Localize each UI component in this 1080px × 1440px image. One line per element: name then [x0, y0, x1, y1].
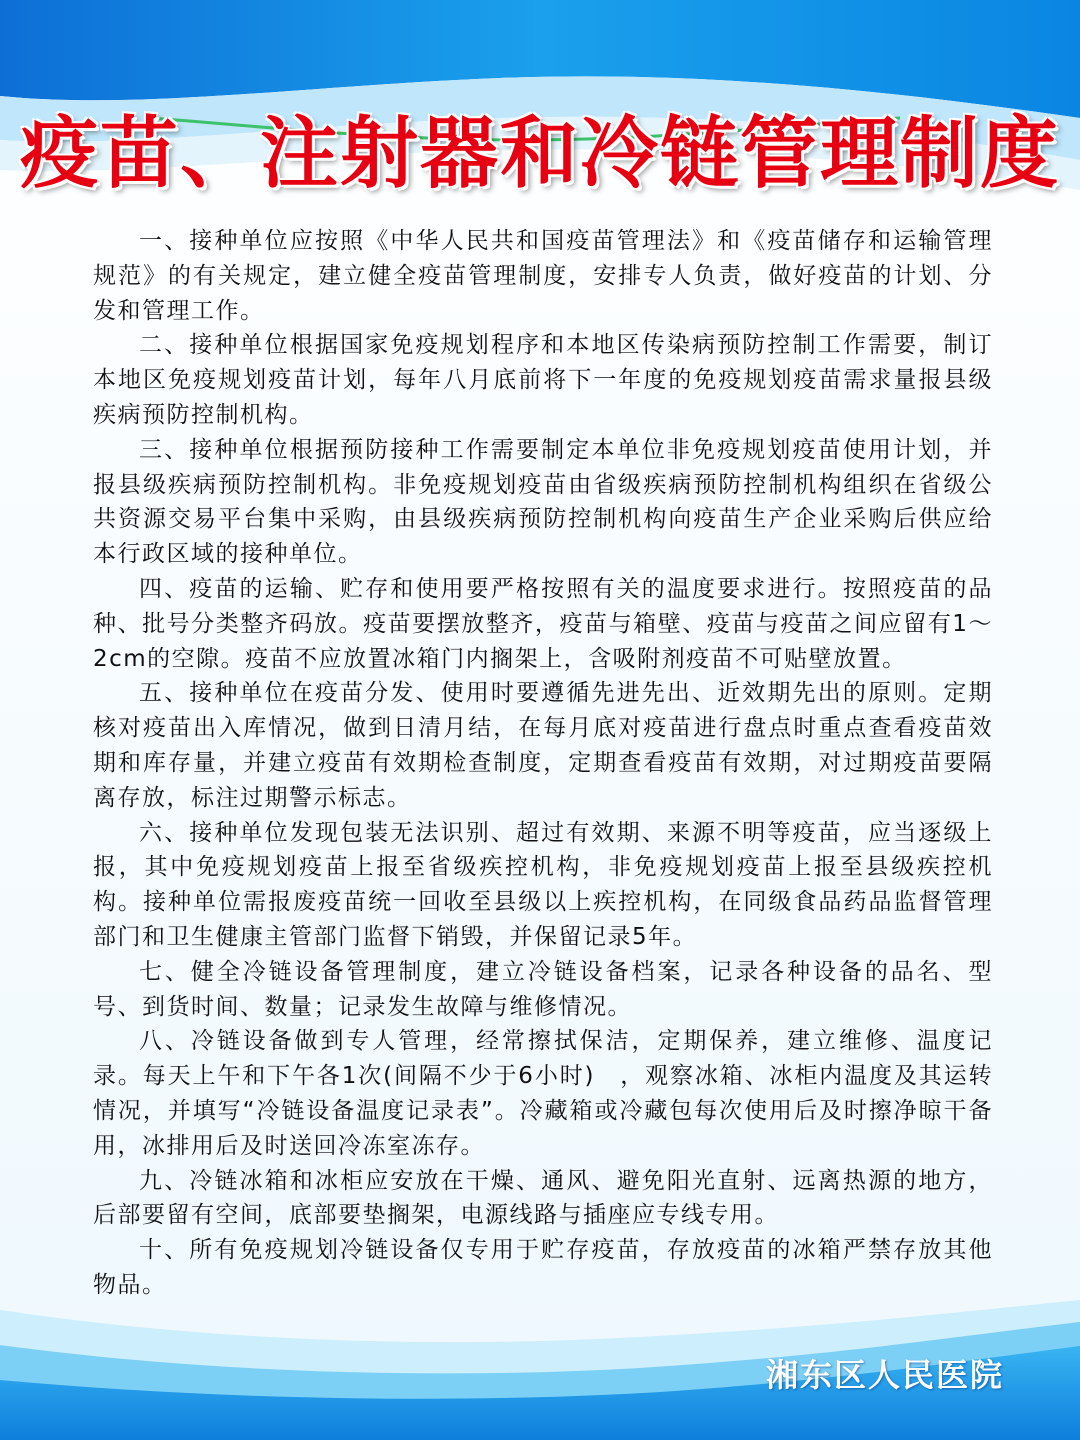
paragraph-5: 五、接种单位在疫苗分发、使用时要遵循先进先出、近效期先出的原则。定期核对疫苗出入库情况，做到日清月结，在每月底对疫苗进行盘点时重点查看疫苗效期和库存量，并建立疫苗有效期检查制度，定期查看疫苗有效期，对过期疫苗要隔离存放，标注过期警示标志。 — [93, 680, 993, 811]
paragraph-6: 六、接种单位发现包装无法识别、超过有效期、来源不明等疫苗，应当逐级上报，其中免疫规划疫苗上报至省级疾控机构，非免疫规划疫苗上报至县级疾控机构。接种单位需报废疫苗统一回收至县级以上疾控机构，在同级食品药品监督管理部门和卫生健康主管部门监督下销毁，并保留记录5年。 — [93, 819, 993, 950]
regulation-content — [93, 224, 993, 1303]
paragraph-7: 七、健全冷链设备管理制度，建立冷链设备档案，记录各种设备的品名、型号、到货时间、数量；记录发生故障与维修情况。 — [93, 958, 993, 1020]
paragraph-3: 三、接种单位根据预防接种工作需要制定本单位非免疫规划疫苗使用计划，并报县级疾病预防控制机构。非免疫规划疫苗由省级疾病预防控制机构组织在省级公共资源交易平台集中采购，由县级疾病预防控制机构向疫苗生产企业采购后供应给本行政区域的接种单位。 — [93, 436, 993, 568]
paragraph-1: 一、接种单位应按照《中华人民共和国疫苗管理法》和《疫苗储存和运输管理规范》的有关规定，建立健全疫苗管理制度，安排专人负责，做好疫苗的计划、分发和管理工作。 — [93, 228, 993, 324]
paragraph-4: 四、疫苗的运输、贮存和使用要严格按照有关的温度要求进行。按照疫苗的品种、批号分类整齐码放。疫苗要摆放整齐，疫苗与箱壁、疫苗与疫苗之间应留有1～2cm的空隙。疫苗不应放置冰箱门内搁架上，含吸附剂疫苗不可贴壁放置。 — [93, 575, 993, 672]
paragraph-9: 九、冷链冰箱和冰柜应安放在干燥、通风、避免阳光直射、远离热源的地方，后部要留有空间，底部要垫搁架，电源线路与插座应专线专用。 — [93, 1167, 993, 1229]
hospital-name: 湘东区人民医院 — [765, 1356, 1004, 1394]
paragraph-8: 八、冷链设备做到专人管理，经常擦拭保洁，定期保养，建立维修、温度记录。每天上午和下午各1次(间隔不少于6小时) ，观察冰箱、冰柜内温度及其运转情况，并填写“冷链设备温度记录表”。冷藏箱或冷藏包每次使用后及时擦净晾干备用，冰排用后及时送回冷冻室冻存。 — [93, 1028, 993, 1159]
page-title: 疫苗、注射器和冷链管理制度 — [19, 109, 1060, 199]
paragraph-2: 二、接种单位根据国家免疫规划程序和本地区传染病预防控制工作需要，制订本地区免疫规划疫苗计划，每年八月底前将下一年度的免疫规划疫苗需求量报县级疾病预防控制机构。 — [93, 332, 993, 428]
paragraph-10: 十、所有免疫规划冷链设备仅专用于贮存疫苗，存放疫苗的冰箱严禁存放其他物品。 — [93, 1237, 993, 1298]
